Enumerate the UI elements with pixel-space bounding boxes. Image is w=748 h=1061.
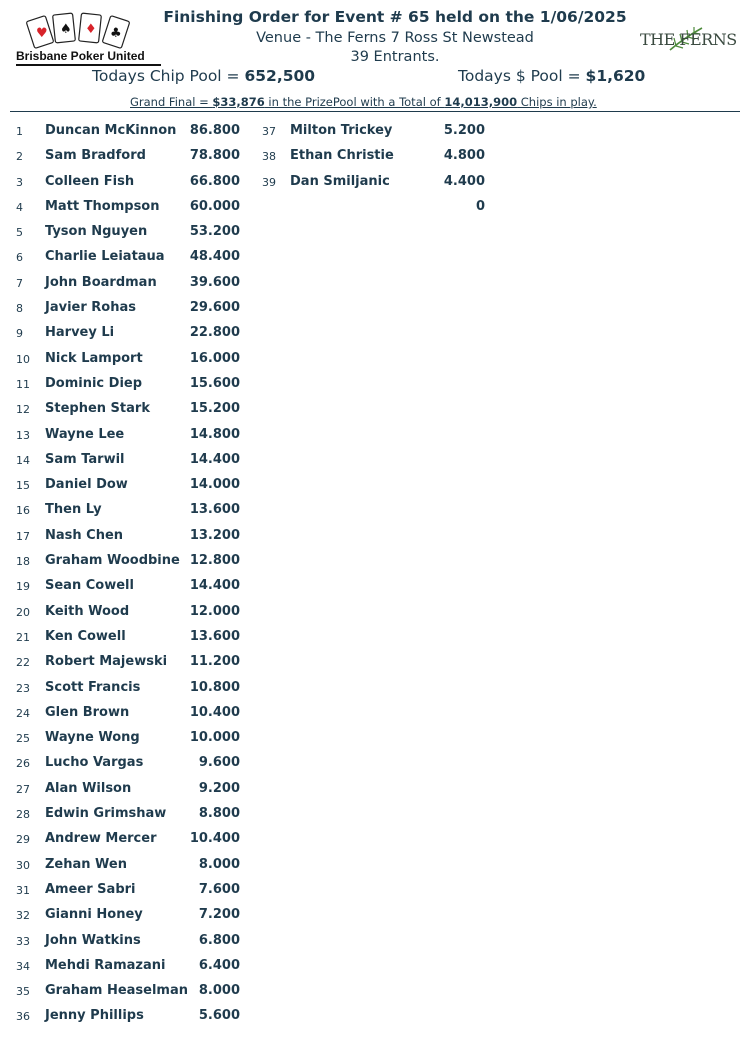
the-ferns-text: THE FERNS: [640, 30, 737, 49]
chip-pool-label: Todays Chip Pool =: [92, 67, 245, 85]
finish-position: 34: [16, 959, 30, 973]
player-name: John Boardman: [45, 274, 157, 290]
chip-count: 48.400: [189, 249, 240, 265]
finish-position: 15: [16, 479, 30, 493]
finish-position: 21: [16, 630, 30, 644]
dollar-pool-label: Todays $ Pool =: [458, 67, 586, 85]
player-name: Wayne Lee: [45, 426, 125, 442]
chip-count: 78.800: [189, 148, 240, 164]
svg-text:♥: ♥: [36, 26, 48, 41]
player-name: Scott Francis: [45, 679, 141, 695]
chip-pool: [92, 67, 315, 85]
dollar-pool-value: $1,620: [585, 67, 646, 85]
player-name: Robert Majewski: [45, 654, 168, 670]
finish-position: 10: [16, 352, 30, 366]
player-name: Dominic Diep: [45, 375, 143, 391]
player-name: Nick Lamport: [45, 350, 143, 366]
playing-cards-icon: [24, 12, 134, 50]
finish-position: 38: [262, 150, 276, 164]
finish-position: 2: [16, 150, 23, 164]
grand-final-prefix: Grand Final =: [130, 95, 213, 109]
finish-position: 3: [16, 175, 23, 189]
player-name: Dan Smiljanic: [290, 173, 390, 189]
chip-count: 10.400: [189, 704, 240, 720]
player-name: Milton Trickey: [290, 123, 393, 138]
chip-count: 4.400: [443, 173, 485, 189]
finish-position: 6: [16, 251, 23, 265]
chip-pool-value: 652,500: [244, 67, 316, 85]
player-name: Duncan McKinnon: [45, 123, 177, 138]
finish-position: 7: [16, 276, 23, 290]
finish-position: 37: [262, 125, 276, 138]
svg-text:♦: ♦: [85, 22, 97, 37]
player-name: Mehdi Ramazani: [45, 957, 166, 973]
finish-position: 28: [16, 808, 30, 822]
chip-count: 10.000: [189, 730, 240, 746]
chip-count: 14.400: [189, 451, 240, 467]
chip-count: 16.000: [189, 350, 240, 366]
chip-count: 60.000: [189, 198, 240, 214]
finish-position: 36: [16, 1010, 30, 1024]
finish-position: 27: [16, 782, 30, 796]
dollar-pool: [458, 67, 645, 85]
player-name: Daniel Dow: [45, 477, 128, 493]
finish-position: 8: [16, 302, 23, 316]
player-name: John Watkins: [45, 932, 141, 948]
player-name: Keith Wood: [45, 603, 130, 619]
finish-position: 23: [16, 681, 30, 695]
chip-count: 4.800: [443, 148, 485, 164]
chip-count: 8.000: [198, 983, 240, 999]
brisbane-poker-united-logo: [16, 12, 166, 68]
chip-count: 10.400: [189, 831, 240, 847]
finish-position: 5: [16, 226, 23, 240]
chip-count: 13.600: [189, 502, 240, 518]
player-name: Edwin Grimshaw: [45, 806, 167, 822]
chip-count: 10.800: [189, 679, 240, 695]
player-name: Lucho Vargas: [45, 755, 144, 771]
finish-position: 9: [16, 327, 23, 341]
page-title: Finishing Order for Event # 65 held on the 1/06/2025: [163, 8, 627, 26]
player-name: Andrew Mercer: [45, 831, 157, 847]
grand-final-suffix: Chips in play.: [517, 95, 597, 109]
finish-position: 30: [16, 858, 30, 872]
grand-final-middle: in the PrizePool with a Total of: [264, 95, 445, 109]
grand-final-amount: $33,876: [212, 95, 265, 109]
chip-count: 15.200: [189, 401, 240, 417]
chip-count: 9.200: [198, 780, 240, 796]
chip-count: 7.600: [198, 881, 240, 897]
chip-count: 5.200: [443, 123, 485, 138]
finish-position: 13: [16, 428, 30, 442]
finish-position: 25: [16, 732, 30, 746]
chip-count: 7.200: [198, 907, 240, 923]
player-name: Harvey Li: [45, 325, 115, 341]
chip-count: 6.800: [198, 932, 240, 948]
chip-count: 86.800: [189, 123, 240, 138]
player-name: Graham Heaselman: [45, 983, 189, 999]
finish-position: 17: [16, 529, 30, 543]
svg-text:♠: ♠: [60, 22, 72, 37]
chip-count: 22.800: [189, 325, 240, 341]
chip-count: 39.600: [189, 274, 240, 290]
chip-count: 6.400: [198, 957, 240, 973]
player-name: Javier Rohas: [45, 300, 136, 316]
player-name: Jenny Phillips: [45, 1008, 144, 1024]
finish-position: 32: [16, 909, 30, 923]
player-name: Matt Thompson: [45, 198, 160, 214]
player-name: Sam Bradford: [45, 148, 146, 164]
finish-position: 19: [16, 580, 30, 594]
chip-count: 8.000: [198, 856, 240, 872]
chip-count: 8.800: [198, 806, 240, 822]
finish-position: 11: [16, 377, 30, 391]
finish-position: 24: [16, 706, 30, 720]
finish-position: 35: [16, 985, 30, 999]
player-name: Ethan Christie: [290, 148, 394, 164]
chip-count: 9.600: [198, 755, 240, 771]
player-name: Sean Cowell: [45, 578, 134, 594]
player-name: Stephen Stark: [45, 401, 150, 417]
logo-underline: [16, 64, 161, 66]
player-name: Glen Brown: [45, 704, 130, 720]
player-name: Then Ly: [45, 502, 102, 518]
player-name: Sam Tarwil: [45, 451, 125, 467]
player-name: Ameer Sabri: [45, 881, 136, 897]
finish-position: 12: [16, 403, 30, 417]
finish-position: 18: [16, 555, 30, 569]
player-name: Alan Wilson: [45, 780, 132, 796]
svg-text:♣: ♣: [110, 26, 122, 41]
finish-position: 1: [16, 125, 23, 138]
player-name: Charlie Leiataua: [45, 249, 165, 265]
player-name: Gianni Honey: [45, 907, 143, 923]
player-name: Tyson Nguyen: [45, 224, 148, 240]
chip-count: 14.000: [189, 477, 240, 493]
grand-final-chips: 14,013,900: [444, 95, 518, 109]
finish-position: 4: [16, 200, 23, 214]
chip-count: 12.000: [189, 603, 240, 619]
finish-position: 14: [16, 453, 30, 467]
player-name: Ken Cowell: [45, 628, 126, 644]
venue-line: Venue - The Ferns 7 Ross St Newstead: [256, 30, 534, 46]
chip-count: 66.800: [189, 173, 240, 189]
finish-position: 22: [16, 656, 30, 670]
entrants-count: 39 Entrants.: [350, 49, 440, 65]
chip-count: 11.200: [189, 654, 240, 670]
chip-count: 53.200: [189, 224, 240, 240]
chip-count: 5.600: [198, 1008, 240, 1024]
chip-count: 13.200: [189, 527, 240, 543]
finish-position: 29: [16, 833, 30, 847]
player-name: Nash Chen: [45, 527, 124, 543]
chip-count: 29.600: [189, 300, 240, 316]
player-name: Zehan Wen: [45, 856, 127, 872]
chip-count: 13.600: [189, 628, 240, 644]
finish-position: 16: [16, 504, 30, 518]
player-name: Wayne Wong: [45, 730, 140, 746]
player-name: Graham Woodbine: [45, 553, 180, 569]
chip-count: 14.800: [189, 426, 240, 442]
header-divider: [10, 111, 740, 112]
the-ferns-logo: [640, 26, 740, 56]
chip-count: 14.400: [189, 578, 240, 594]
finish-position: 31: [16, 883, 30, 897]
finish-position: 20: [16, 605, 30, 619]
finish-position: 33: [16, 934, 30, 948]
finish-position: 26: [16, 757, 30, 771]
chip-count: 15.600: [189, 375, 240, 391]
chip-count: 0: [475, 198, 485, 214]
grand-final-line: [130, 95, 660, 109]
finish-position: 39: [262, 175, 276, 189]
chip-count: 12.800: [189, 553, 240, 569]
player-name: Colleen Fish: [45, 173, 135, 189]
logo-text: Brisbane Poker United: [16, 49, 145, 63]
